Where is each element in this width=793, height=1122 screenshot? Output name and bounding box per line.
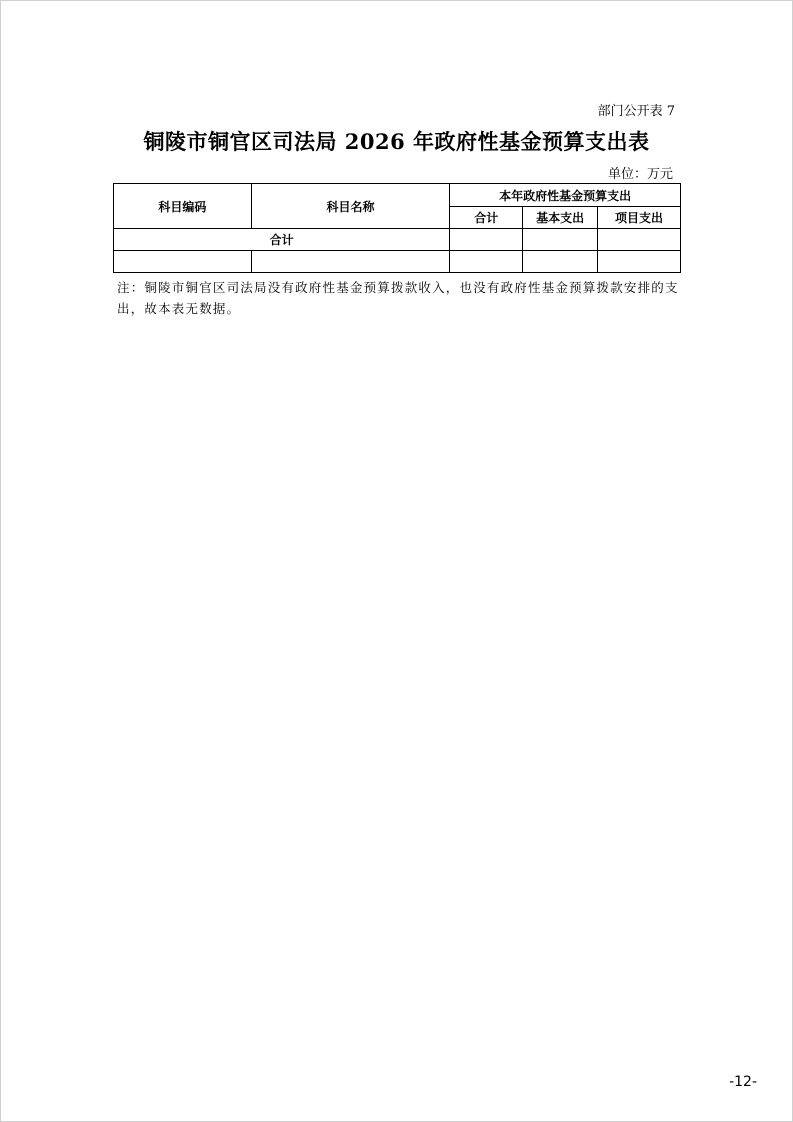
group-header: 本年政府性基金预算支出: [450, 184, 681, 207]
project-cell: [598, 229, 681, 251]
sub-project-header: 项目支出: [598, 207, 681, 229]
empty-cell: [598, 251, 681, 273]
empty-cell: [251, 251, 450, 273]
sub-basic-header: 基本支出: [523, 207, 598, 229]
empty-cell: [114, 251, 252, 273]
empty-cell: [523, 251, 598, 273]
table-row: [114, 251, 681, 273]
total-row-label: 合计: [114, 229, 450, 251]
empty-cell: [450, 251, 523, 273]
page-title: 铜陵市铜官区司法局 2026 年政府性基金预算支出表: [143, 129, 650, 154]
budget-table: [113, 183, 681, 273]
col-code-header: 科目编码: [114, 184, 252, 229]
col-name-header: 科目名称: [251, 184, 450, 229]
total-cell: [450, 229, 523, 251]
page-number: -12-: [729, 1074, 757, 1090]
basic-cell: [523, 229, 598, 251]
table-number: 部门公开表 7: [597, 104, 675, 119]
table-note: 注：铜陵市铜官区司法局没有政府性基金预算拨款收入，也没有政府性基金预算拨款安排的支出，故本表无数据。: [117, 280, 679, 316]
total-row: [114, 229, 681, 251]
sub-total-header: 合计: [450, 207, 523, 229]
unit-label: 单位：万元: [607, 167, 673, 182]
header-row-1: [114, 184, 681, 207]
